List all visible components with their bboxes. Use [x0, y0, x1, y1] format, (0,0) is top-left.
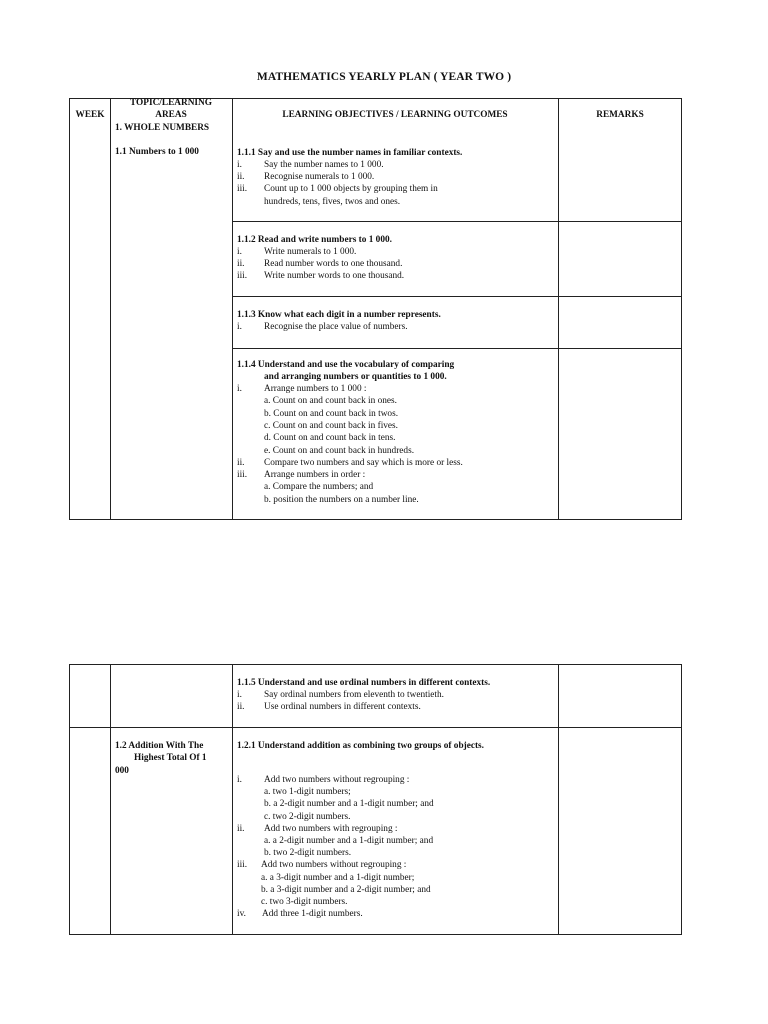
list-item-number: i. — [237, 322, 242, 332]
header-remarks: REMARKS — [596, 110, 644, 120]
header-objectives: LEARNING OBJECTIVES / LEARNING OUTCOMES — [282, 110, 508, 120]
list-item-number: ii. — [237, 172, 245, 183]
list-item-text: Read number words to one thousand. — [264, 259, 403, 270]
objective-1-1-4-heading-line2: and arranging numbers or quantities to 1 000. — [264, 372, 447, 382]
list-item-number: i. — [237, 160, 242, 170]
list-item-text: b. Count on and count back in twos. — [264, 408, 399, 419]
header-topic — [110, 98, 232, 121]
objective-1-1-3-heading: 1.1.3 Know what each digit in a number represents. — [237, 310, 441, 320]
list-item-text: d. Count on and count back in tens. — [264, 433, 396, 444]
objective-1-1-2-heading: 1.1.2 Read and write numbers to 1 000. — [237, 235, 392, 245]
list-item-number: i. — [237, 247, 242, 257]
topic-addition-line1: 1.2 Addition With The — [115, 741, 204, 751]
list-item-text: c. two 3-digit numbers. — [261, 897, 348, 907]
list-item-text: Write number words to one thousand. — [264, 271, 405, 282]
list-item-text: Use ordinal numbers in different contexts. — [264, 702, 421, 713]
list-item-text: Add three 1-digit numbers. — [262, 909, 363, 920]
list-item-number: iii. — [237, 470, 248, 481]
topic-numbers-to-1000: 1.1 Numbers to 1 000 — [115, 147, 199, 157]
list-item-text: b. two 2-digit numbers. — [264, 848, 352, 859]
list-item-number: iii. — [237, 860, 248, 871]
list-item-number: i. — [237, 775, 242, 785]
topic-whole-numbers: 1. WHOLE NUMBERS — [115, 123, 210, 133]
list-item-text: Write numerals to 1 000. — [264, 247, 357, 257]
list-item-text: Compare two numbers and say which is more or less. — [264, 457, 463, 468]
list-item-text: b. a 3-digit number and a 2-digit number; and — [261, 884, 431, 895]
objective-1-2-1-heading: 1.2.1 Understand addition as combining two groups of objects. — [237, 741, 485, 751]
list-item-text: Arrange numbers to 1 000 : — [264, 384, 367, 394]
list-item-number: i. — [237, 384, 242, 394]
list-item-text: c. two 2-digit numbers. — [264, 811, 351, 822]
list-item-number: ii. — [237, 457, 245, 468]
list-item-number: i. — [237, 690, 242, 700]
page-title: MATHEMATICS YEARLY PLAN ( YEAR TWO ) — [256, 71, 512, 83]
objective-1-1-5-heading: 1.1.5 Understand and use ordinal numbers in different contexts. — [237, 678, 491, 688]
list-item-text: b. a 2-digit number and a 1-digit number; and — [264, 799, 434, 810]
list-item-number: iii. — [237, 184, 248, 195]
objective-1-1-4-heading-line1: 1.1.4 Understand and use the vocabulary of comparing — [237, 360, 455, 370]
list-item-text: e. Count on and count back in hundreds. — [264, 445, 415, 456]
list-item-text: a. two 1-digit numbers; — [264, 787, 351, 798]
topic-addition-line3: 000 — [115, 765, 129, 776]
list-item-text: b. position the numbers on a number line. — [264, 494, 419, 505]
list-item-text: a. Compare the numbers; and — [264, 482, 374, 493]
list-item-number: ii. — [237, 259, 245, 270]
list-item-text: Arrange numbers in order : — [264, 470, 366, 481]
list-item-text: a. Count on and count back in ones. — [264, 396, 397, 407]
list-item-text: c. Count on and count back in fives. — [264, 420, 399, 431]
list-item-number: ii. — [237, 823, 245, 834]
topic-addition — [115, 740, 207, 777]
list-item-text: a. a 2-digit number and a 1-digit number; and — [264, 836, 434, 846]
list-item-text: Say ordinal numbers from eleventh to twentieth. — [264, 690, 444, 700]
list-item-text: Count up to 1 000 objects by grouping them in — [264, 184, 438, 195]
topic-addition-line2: Highest Total Of 1 — [134, 753, 207, 764]
list-item-text: Add two numbers without regrouping : — [264, 775, 410, 785]
header-topic-line2: AREAS — [155, 109, 187, 120]
list-item-number: iii. — [237, 271, 248, 282]
header-topic-line1: TOPIC/LEARNING — [130, 98, 212, 108]
list-item-text: Say the number names to 1 000. — [264, 160, 384, 170]
list-item-number: iv. — [237, 909, 246, 920]
header-week: WEEK — [75, 110, 105, 120]
list-item-text: a. a 3-digit number and a 1-digit number; — [261, 872, 415, 883]
list-item-text: hundreds, tens, fives, twos and ones. — [264, 196, 401, 207]
list-item-text: Recognise numerals to 1 000. — [264, 172, 375, 183]
list-item-number: ii. — [237, 702, 245, 713]
list-item-text: Recognise the place value of numbers. — [264, 322, 408, 332]
objective-1-1-1-heading: 1.1.1 Say and use the number names in familiar contexts. — [237, 148, 463, 158]
list-item-text: Add two numbers with regrouping : — [264, 823, 398, 834]
list-item-text: Add two numbers without regrouping : — [261, 860, 407, 871]
